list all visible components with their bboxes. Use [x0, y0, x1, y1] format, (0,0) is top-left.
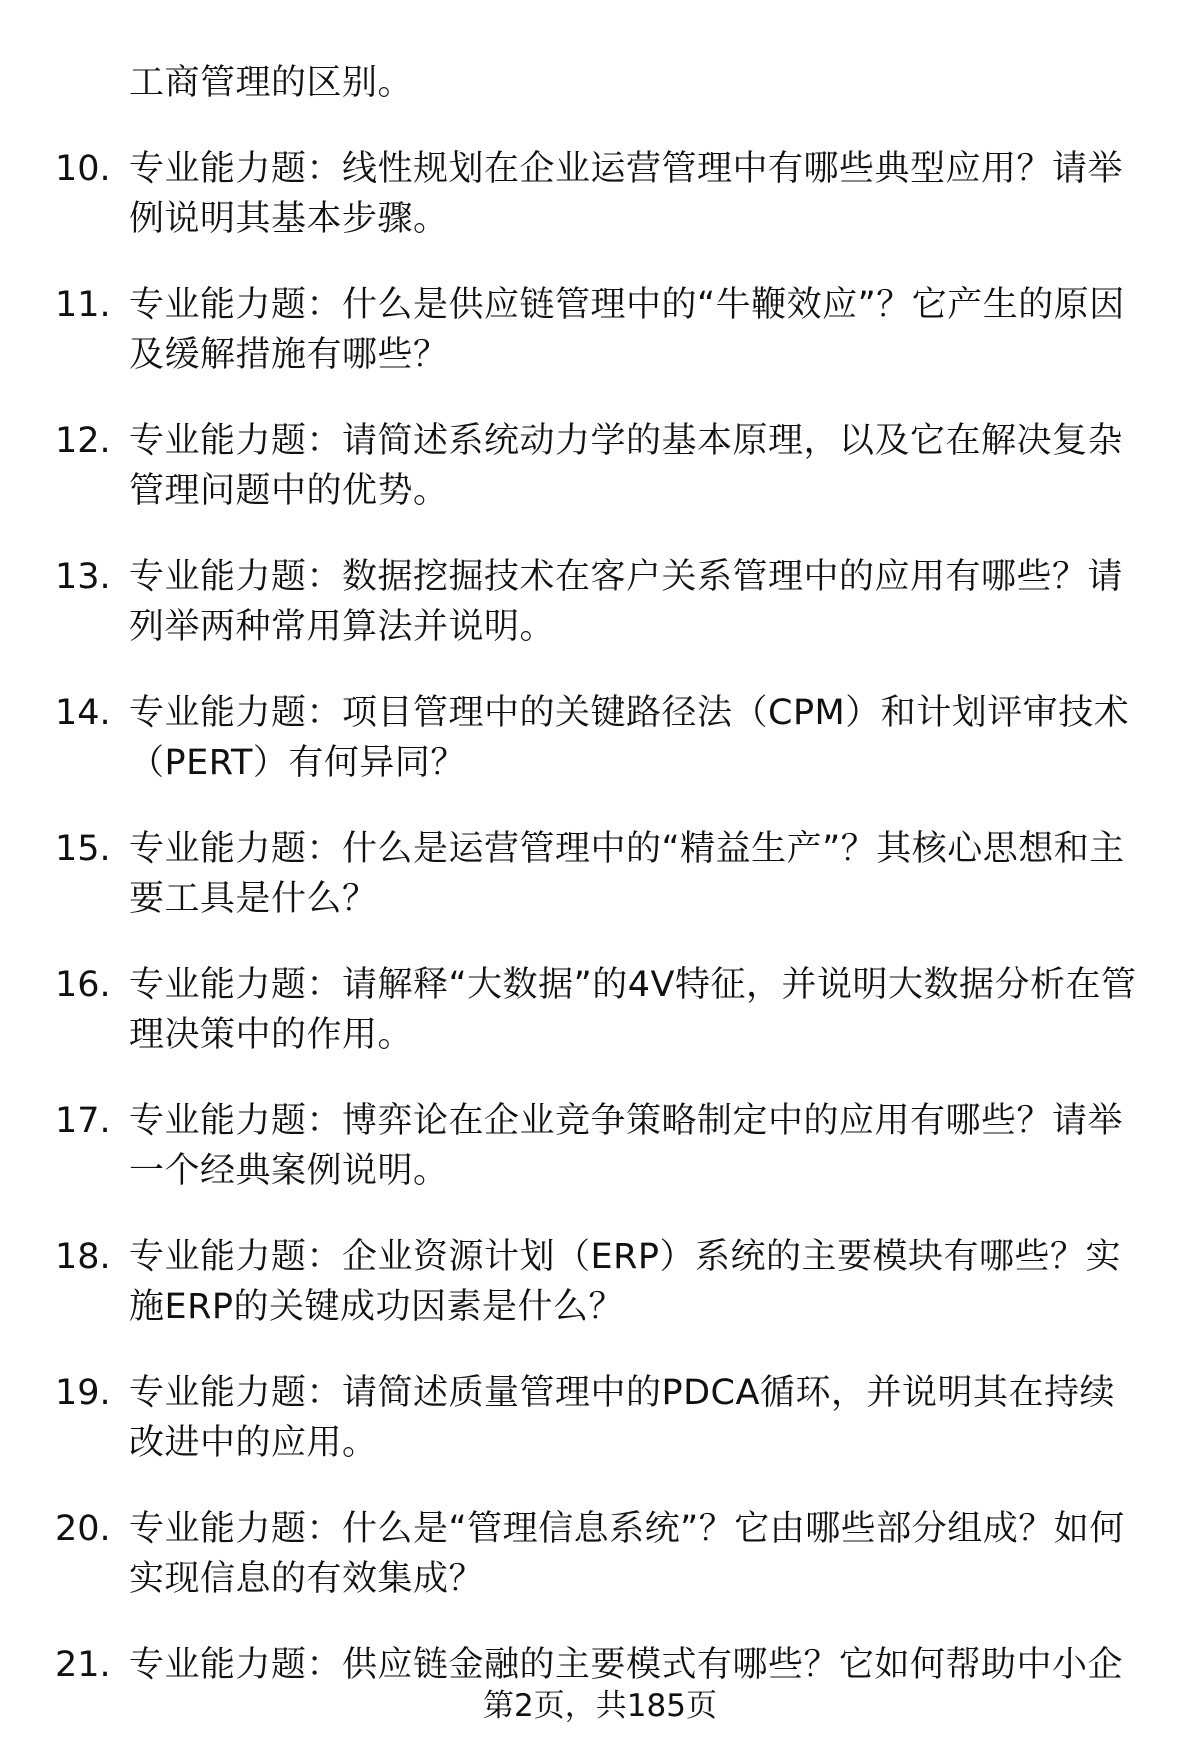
question-number: 13.	[55, 557, 111, 597]
question-number: 10.	[55, 149, 111, 189]
page-footer: 第2页，共185页	[483, 1688, 717, 1724]
question-text: 专业能力题：数据挖掘技术在客户关系管理中的应用有哪些？请列举两种常用算法并说明。	[129, 557, 1124, 647]
question-item	[55, 688, 1150, 788]
question-item	[55, 280, 1150, 380]
question-text: 专业能力题：项目管理中的关键路径法（CPM）和计划评审技术（PERT）有何异同？	[129, 693, 1130, 783]
question-item	[55, 416, 1150, 516]
question-number: 15.	[55, 829, 111, 869]
question-text: 专业能力题：请解释“大数据”的4V特征，并说明大数据分析在管理决策中的作用。	[129, 965, 1137, 1055]
question-text: 专业能力题：线性规划在企业运营管理中有哪些典型应用？请举例说明其基本步骤。	[129, 149, 1124, 239]
question-number: 16.	[55, 965, 111, 1005]
question-text: 专业能力题：什么是供应链管理中的“牛鞭效应”？它产生的原因及缓解措施有哪些？	[129, 285, 1125, 375]
question-number: 20.	[55, 1509, 111, 1549]
question-text: 专业能力题：请简述系统动力学的基本原理，以及它在解决复杂管理问题中的优势。	[129, 421, 1124, 511]
question-number: 12.	[55, 421, 111, 461]
question-item	[55, 1232, 1150, 1332]
question-item	[55, 552, 1150, 652]
question-text: 专业能力题：什么是运营管理中的“精益生产”？其核心思想和主要工具是什么？	[129, 829, 1125, 919]
question-list	[55, 58, 1150, 1726]
question-item	[55, 1368, 1150, 1468]
question-number: 21.	[55, 1645, 111, 1685]
question-item	[55, 824, 1150, 924]
question-text: 专业能力题：请简述质量管理中的PDCA循环，并说明其在持续改进中的应用。	[129, 1373, 1115, 1463]
question-item	[55, 144, 1150, 244]
question-number: 17.	[55, 1101, 111, 1141]
question-number: 19.	[55, 1373, 111, 1413]
question-number: 11.	[55, 285, 111, 325]
question-item	[55, 1096, 1150, 1196]
question-text: 专业能力题：博弈论在企业竞争策略制定中的应用有哪些？请举一个经典案例说明。	[129, 1101, 1124, 1191]
question-item	[55, 1504, 1150, 1604]
question-number: 14.	[55, 693, 111, 733]
question-text: 专业能力题：什么是“管理信息系统”？它由哪些部分组成？如何实现信息的有效集成？	[129, 1509, 1125, 1599]
question-text: 专业能力题：企业资源计划（ERP）系统的主要模块有哪些？实施ERP的关键成功因素是什么？	[129, 1237, 1122, 1327]
question-number: 18.	[55, 1237, 111, 1277]
question-item	[55, 960, 1150, 1060]
continuation-text: 工商管理的区别。	[129, 63, 414, 103]
question-text: 专业能力题：供应链金融的主要模式有哪些？它如何帮助中小企	[129, 1645, 1124, 1685]
question-item	[55, 1640, 1150, 1690]
